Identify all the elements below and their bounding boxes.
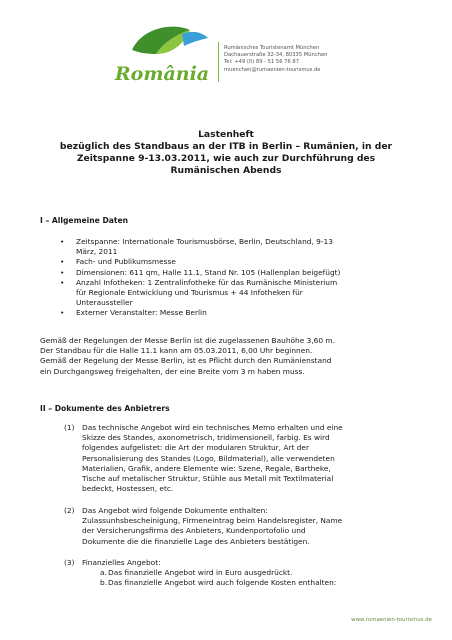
- address-block: [224, 45, 327, 74]
- header-divider: [218, 42, 219, 82]
- messe-regulations-paragraph: Gemäß der Regelungen der Messe Berlin ist die zugelassenen Bauhöhe 3,60 m. Der Standbau für die Halle 11.1 kann am 05.03.2011, 6,00 Uhr beginnen. Gemäß der Regelung der Messe Berlin, ist es Pflicht durch den Rumänienstand ein Durchgangsweg freigehalten, der eine Breite vom 3 m haben muss.: [40, 336, 335, 376]
- document-title: [40, 129, 412, 177]
- item-number: (2): [64, 506, 75, 515]
- address-line: Tel: +49 (0) 89 - 51 56 76 87: [224, 59, 300, 66]
- list-item: • Zeitspanne: Internationale Tourismusbörse, Berlin, Deutschland, 9-13 März, 2011: [60, 237, 333, 257]
- address-line: Dachauerstraße 32-34, 80335 München: [224, 52, 328, 59]
- list-item: • Fach- und Publikumsmesse: [60, 257, 176, 267]
- sub-item-a: a. Das finanzielle Angebot wird in Euro ausgedrückt.: [100, 568, 293, 578]
- leaf-icon: [112, 20, 212, 90]
- item-number: (1): [64, 423, 75, 432]
- bullet-icon: •: [60, 308, 65, 318]
- numbered-item-3: (3) Finanzielles Angebot: a. Das finanzielle Angebot wird in Euro ausgedrückt. b. Das finanzielle Angebot wird auch folgende Kosten enthalten:: [64, 558, 424, 589]
- logo-wordmark: România: [114, 63, 210, 85]
- title-line: Lastenheft: [198, 129, 254, 140]
- romania-logo: [112, 20, 212, 90]
- title-line: Rumänischen Abends: [170, 165, 282, 176]
- title-line: Zeitspanne 9-13.03.2011, wie auch zur Durchführung des: [76, 153, 376, 164]
- address-line: Rumänisches Touristenamt München: [224, 45, 320, 51]
- numbered-item-2: (2) Das Angebot wird folgende Dokumente enthalten: Zulassunhsbescheinigung, Firmeneintrag beim Handelsregister, Name der Versicherungsfirma des Anbieters, Kundenportofolio und Dokumente die die finanzielle Lage des Anbieters bestätigen.: [64, 506, 343, 546]
- item-number: (3): [64, 558, 75, 567]
- section-heading-documents: II – Dokumente des Anbietrers: [40, 404, 170, 413]
- footer-url: www.rumaenien-tourismus.de: [351, 617, 432, 623]
- bullet-icon: •: [60, 237, 65, 246]
- general-data-list: [58, 237, 418, 319]
- numbered-item-1: (1) Das technische Angebot wird ein technisches Memo erhalten und eine Skizze des Standes, axonometrisch, tridimensionell, farbig. Es wird folgendes aufgelistet: die Art der modularen Struktur, Art der Personalisierung des Standes (Logo, Bildmaterial), alle verwendeten Materialien, Grafik, andere Elemente wie: Szene, Regale, Bartheke, Tische auf metalischer Struktur, Stühle aus Metall mit Textilmaterial bedeckt, Hostessen, etc.: [64, 423, 343, 494]
- bullet-icon: •: [60, 267, 65, 277]
- list-item: • Dimensionen: 611 qm, Halle 11.1, Stand Nr. 105 (Hallenplan beigefügt): [60, 267, 341, 277]
- list-item: • Anzahl Infotheken: 1 Zentralinfotheke für das Rumänische Ministerium für Regionale Entwicklung und Tourismus + 44 Infotheken für Unteraussteller: [60, 277, 338, 308]
- title-line: bezüglich des Standbaus an der ITB in Berlin – Rumänien, in der: [59, 141, 393, 152]
- section-heading-general-data: I – Allgemeine Daten: [40, 216, 129, 225]
- address-email: muenchen@rumaenien-tourismus.de: [224, 66, 321, 73]
- sub-item-b: b. Das finanzielle Angebot wird auch folgende Kosten enthalten:: [100, 578, 337, 588]
- list-item: • Externer Veranstalter: Messe Berlin: [60, 308, 207, 318]
- bullet-icon: •: [60, 277, 65, 287]
- bullet-icon: •: [60, 257, 65, 267]
